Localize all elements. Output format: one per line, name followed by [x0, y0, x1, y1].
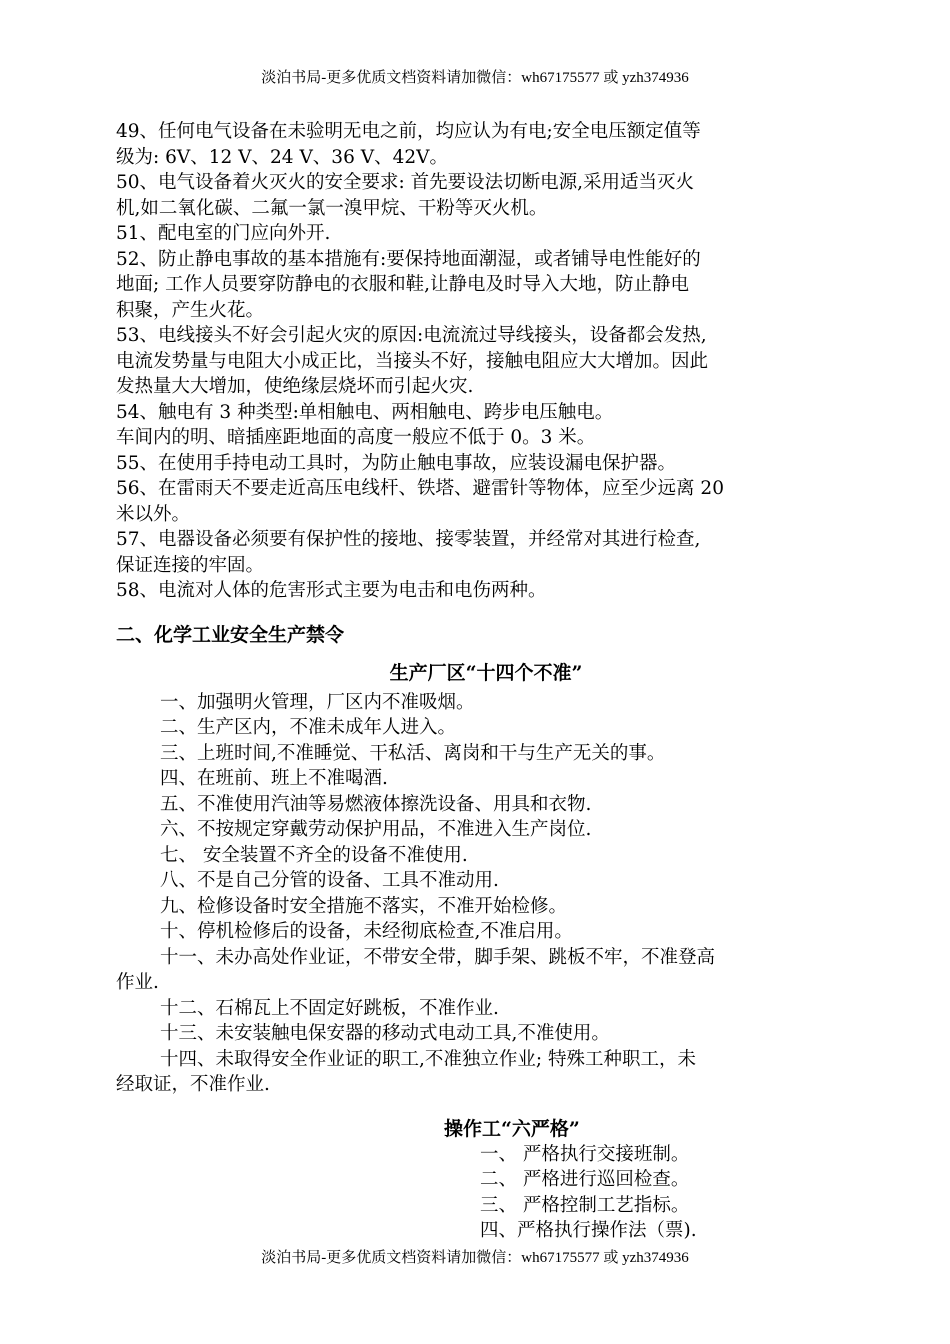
text-line: 53、电线接头不好会引起火灾的原因:电流流过导线接头，设备都会发热, [116, 325, 707, 346]
text-line: 保证连接的牢固。 [116, 554, 265, 576]
text-line: 50、电气设备着火灭火的安全要求: 首先要设法切断电源,采用适当灭火 [116, 172, 695, 193]
list-item: 一、加强明火管理，厂区内不准吸烟。 [160, 691, 475, 713]
text-line: 51、配电室的门应向外开. [116, 223, 331, 244]
section-title: 二、化学工业安全生产禁令 [116, 623, 345, 646]
strict-list [116, 1142, 856, 1244]
text-line: 级为: 6V、12 V、24 V、36 V、42V。 [116, 146, 448, 168]
list-item: 四、严格执行操作法（票). [480, 1220, 697, 1241]
list-item: 六、不按规定穿戴劳动保护用品，不准进入生产岗位. [160, 819, 592, 840]
list-item: 三、 严格控制工艺指标。 [480, 1194, 690, 1216]
subtitle-fourteen-prohibitions: 生产厂区“十四个不准” [389, 661, 583, 684]
list-item: 三、上班时间,不准睡觉、干私活、离岗和干与生产无关的事。 [160, 742, 666, 764]
list-item: 十三、未安装触电保安器的移动式电动工具,不准使用。 [160, 1023, 610, 1044]
list-item: 十四、未取得安全作业证的职工,不准独立作业; 特殊工种职工，未 [160, 1048, 696, 1070]
prohibitions-list [116, 690, 856, 1098]
text-line: 米以外。 [116, 503, 191, 525]
document-body [116, 119, 856, 1244]
text-line: 机,如二氧化碳、二氟一氯一溴甲烷、干粉等灭火机。 [116, 197, 548, 219]
safety-items-list [116, 119, 856, 604]
text-line: 54、触电有 3 种类型:单相触电、两相触电、跨步电压触电。 [116, 401, 614, 423]
list-item: 十、停机检修后的设备，未经彻底检查,不准启用。 [160, 921, 573, 942]
list-item: 十二、石棉瓦上不固定好跳板，不准作业. [160, 997, 499, 1019]
list-item: 五、不准使用汽油等易燃液体擦洗设备、用具和衣物. [160, 793, 592, 815]
list-item: 一、 严格执行交接班制。 [480, 1143, 690, 1165]
text-line: 车间内的明、暗插座距地面的高度一般应不低于 0。3 米。 [116, 427, 596, 448]
list-item: 二、生产区内，不准未成年人进入。 [160, 717, 457, 738]
list-item: 七、 安全装置不齐全的设备不准使用. [160, 844, 468, 866]
page-footer: 淡泊书局-更多优质文档资料请加微信：wh67175577 或 yzh374936 [261, 1250, 689, 1266]
list-item: 四、在班前、班上不准喝酒. [160, 768, 388, 789]
text-line: 57、电器设备必须要有保护性的接地、接零装置，并经常对其进行检查, [116, 529, 701, 550]
subtitle-six-strict: 操作工“六严格” [444, 1117, 580, 1140]
text-line: 地面; 工作人员要穿防静电的衣服和鞋,让静电及时导入大地，防止静电 [116, 274, 689, 295]
list-item-continuation: 经取证，不准作业. [116, 1074, 270, 1095]
list-item: 九、检修设备时安全措施不落实，不准开始检修。 [160, 895, 568, 917]
list-item: 八、不是自己分管的设备、工具不准动用. [160, 870, 499, 891]
list-item: 二、 严格进行巡回检查。 [480, 1169, 690, 1190]
text-line: 52、防止静电事故的基本措施有:要保持地面潮湿，或者铺导电性能好的 [116, 248, 701, 270]
text-line: 49、任何电气设备在未验明无电之前，均应认为有电;安全电压额定值等 [116, 121, 701, 142]
text-line: 发热量大大增加，使绝缘层烧坏而引起火灾. [116, 376, 474, 397]
text-line: 55、在使用手持电动工具时，为防止触电事故，应装设漏电保护器。 [116, 452, 677, 474]
text-line: 56、在雷雨天不要走近高压电线杆、铁塔、避雷针等物体，应至少远离 20 [116, 478, 724, 499]
list-item: 十一、未办高处作业证，不带安全带，脚手架、跳板不牢，不准登高 [160, 946, 716, 968]
page-header: 淡泊书局-更多优质文档资料请加微信：wh67175577 或 yzh374936 [261, 70, 689, 86]
text-line: 电流发势量与电阻大小成正比，当接头不好，接触电阻应大大增加。因此 [116, 350, 709, 372]
text-line: 积聚，产生火花。 [116, 299, 265, 321]
list-item-continuation: 作业. [116, 972, 159, 993]
text-line: 58、电流对人体的危害形式主要为电击和电伤两种。 [116, 580, 547, 601]
